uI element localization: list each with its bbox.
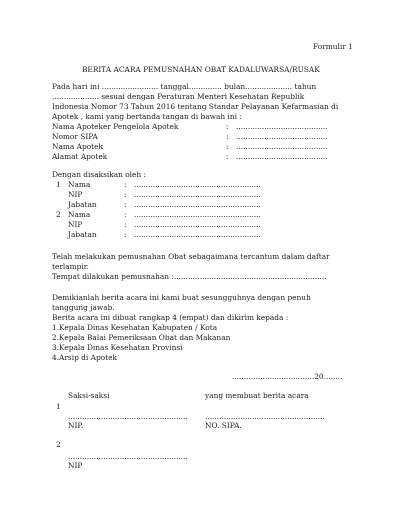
maker-heading: yang membuat berita acara	[205, 391, 309, 400]
witness-field-label: NIP	[68, 190, 83, 199]
witness-sign-number: 1	[56, 402, 61, 411]
intro-line: .................... sesuai dengan Peraturan Menteri Kesehatan Republik	[52, 92, 305, 101]
witness-field-label: Nama	[68, 210, 91, 219]
recipient-item: 1.Kepala Dinas Kesehatan Kabupaten / Kota	[52, 323, 218, 332]
field-dots: .......................................	[236, 142, 328, 151]
intro-line: Apotek , kami yang bertanda tangan di bawah ini :	[52, 112, 242, 121]
witness-nip: NIP.	[68, 421, 84, 430]
witness-field-dots: ......................................................	[134, 220, 261, 229]
witness-sign-number: 2	[56, 440, 61, 449]
field-colon: :	[226, 122, 229, 131]
statement-line: terlampir.	[52, 262, 89, 271]
field-colon: :	[226, 142, 229, 151]
closing-line: Berita acara ini dibuat rangkap 4 (empat) dan dikirim kepada :	[52, 313, 289, 322]
witness-number: 2	[56, 210, 61, 219]
field-dots: .......................................	[236, 132, 328, 141]
date-line: ...................................20........	[232, 372, 343, 381]
witness-nip: NIP	[68, 461, 83, 470]
closing-line: tanggung jawab.	[52, 303, 115, 312]
witnesses-heading: Saksi-saksi	[68, 391, 110, 400]
witness-field-colon: :	[124, 210, 127, 219]
recipient-item: 2.Kepala Balai Pemeriksaan Obat dan Makanan	[52, 333, 231, 342]
field-label: Nama Apotek	[52, 142, 103, 151]
recipient-item: 4.Arsip di Apotek	[52, 353, 117, 362]
witness-field-dots: ......................................................	[134, 210, 261, 219]
field-dots: .......................................	[236, 122, 328, 131]
witness-number: 1	[56, 180, 61, 189]
witness-field-dots: ......................................................	[134, 180, 261, 189]
form-number: Formulir 1	[313, 42, 353, 51]
witness-field-colon: :	[124, 200, 127, 209]
maker-sipa: NO. SIPA.	[205, 421, 242, 430]
intro-line: Pada hari ini ........................ tanggal.............. bulan.................... tahun	[52, 82, 317, 91]
witness-field-label: NIP	[68, 220, 83, 229]
intro-line: Indonesia Nomor 73 Tahun 2016 tentang Standar Pelayanan Kefarmasian di	[52, 102, 339, 111]
witness-field-colon: :	[124, 220, 127, 229]
field-dots: .......................................	[236, 152, 328, 161]
field-colon: :	[226, 152, 229, 161]
field-label: Nomor SIPA	[52, 132, 98, 141]
closing-line: Demikianlah berita acara ini kami buat sesungguhnya dengan penuh	[52, 293, 311, 302]
witness-field-label: Jabatan	[68, 230, 97, 239]
witness-sign-dots: ...................................................	[68, 412, 188, 421]
field-label: Nama Apoteker Pengelola Apotek	[52, 122, 179, 131]
field-label: Alamat Apotek	[52, 152, 108, 161]
witness-field-dots: ......................................................	[134, 190, 261, 199]
witness-field-dots: ......................................................	[134, 200, 261, 209]
witness-field-colon: :	[124, 180, 127, 189]
field-colon: :	[226, 132, 229, 141]
document-title: BERITA ACARA PEMUSNAHAN OBAT KADALUWARSA/RUSAK	[82, 65, 320, 74]
witness-field-dots: ......................................................	[134, 230, 261, 239]
witness-sign-dots: ...................................................	[68, 452, 188, 461]
place-line: Tempat dilakukan pemusnahan :.................................................................	[52, 272, 327, 281]
maker-sign-dots: ...................................................	[205, 412, 325, 421]
recipient-item: 3.Kepala Dinas Kesehatan Provinsi	[52, 343, 183, 352]
witness-field-label: Nama	[68, 180, 91, 189]
witness-field-label: Jabatan	[68, 200, 97, 209]
witness-heading: Dengan disaksikan oleh :	[52, 170, 147, 179]
witness-field-colon: :	[124, 230, 127, 239]
statement-line: Telah melakukan pemusnahan Obat sebagaimana tercantum dalam daftar	[52, 252, 330, 261]
witness-field-colon: :	[124, 190, 127, 199]
